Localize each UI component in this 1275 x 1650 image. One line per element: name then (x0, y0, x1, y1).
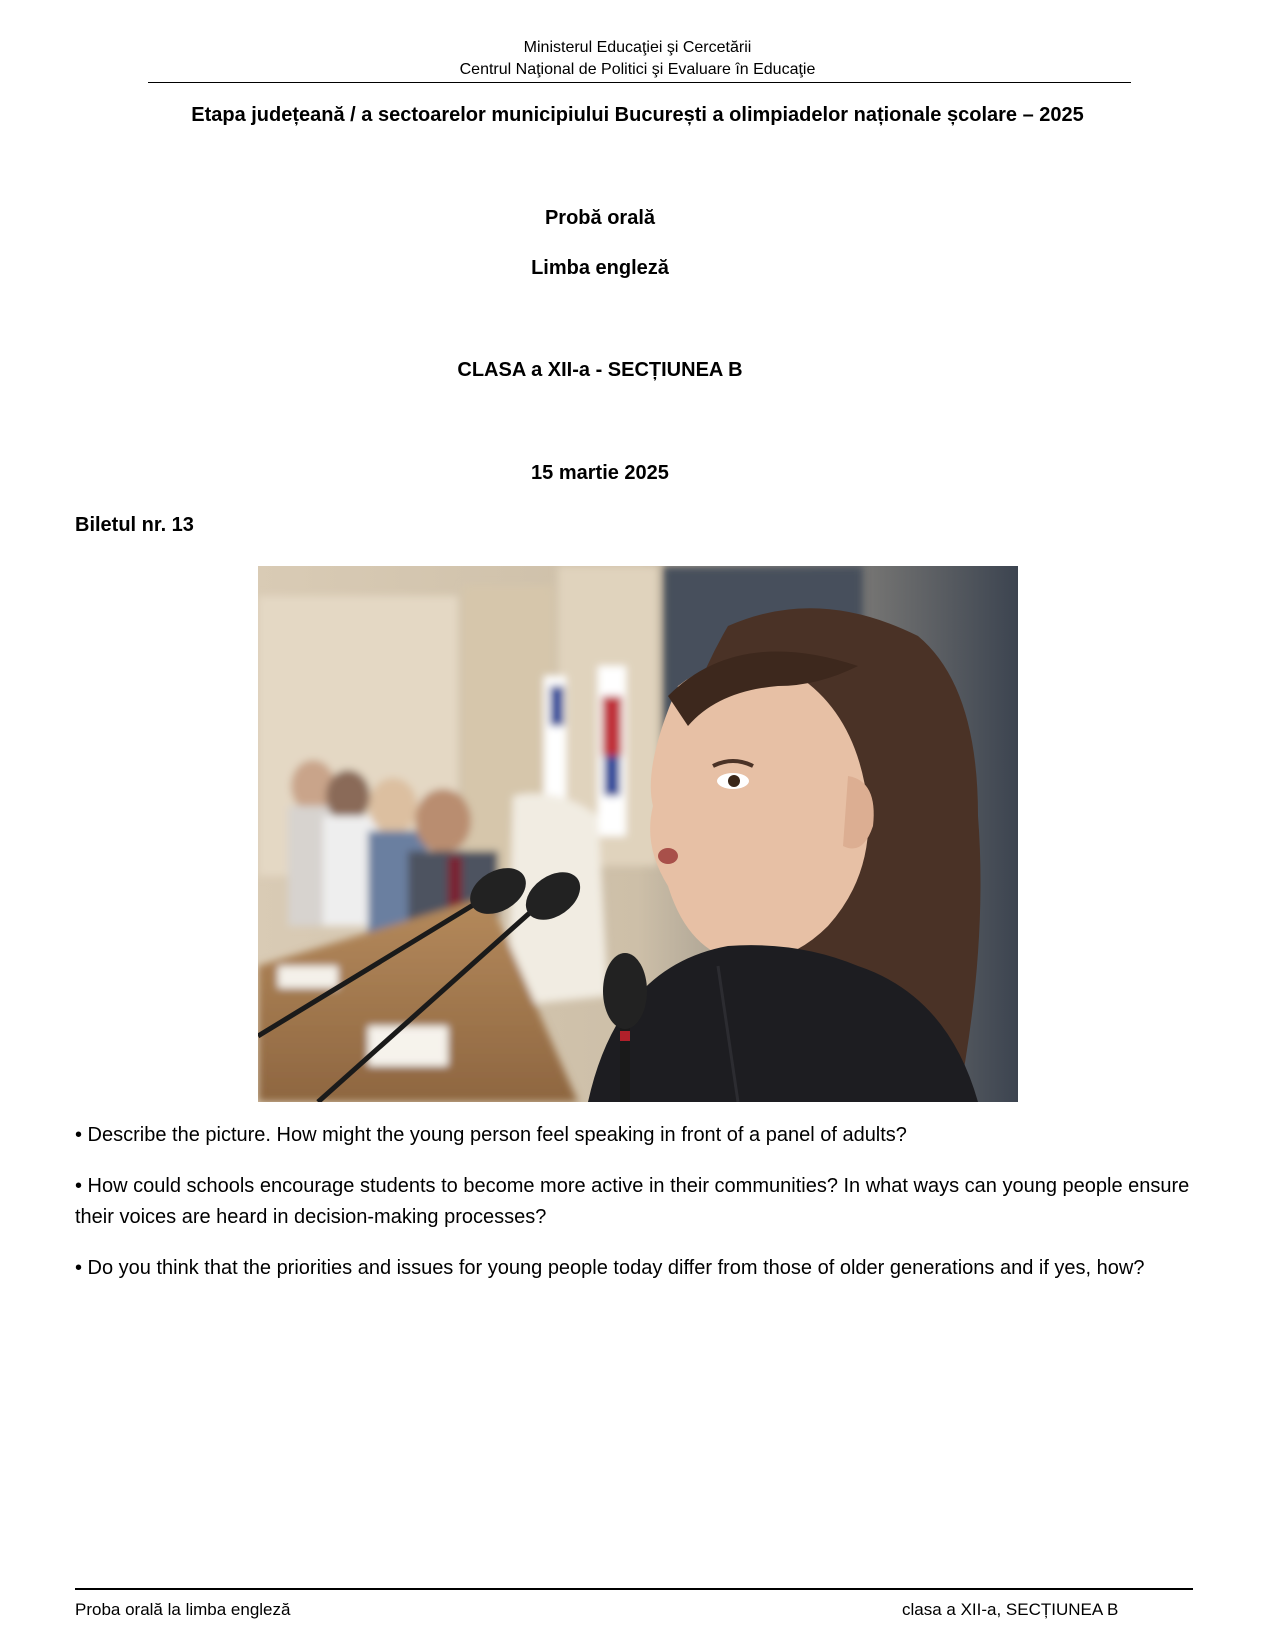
footer-right: clasa a XII-a, SECȚIUNEA B (902, 1600, 1119, 1619)
question-1: • Describe the picture. How might the young person feel speaking in front of a panel of adults? (75, 1124, 907, 1146)
question-2: • How could schools encourage students to become more active in their communities? In what ways can young people ensure their voices are heard in decision-making processes? (75, 1175, 1190, 1228)
center-header: Centrul Naţional de Politici şi Evaluare în Educaţie (459, 61, 816, 78)
header-rule (148, 82, 1131, 83)
subject: Limba engleză (531, 257, 669, 279)
photo-girl-speaking-at-microphone (258, 566, 1018, 1102)
footer-rule (75, 1588, 1193, 1590)
exam-date: 15 martie 2025 (531, 462, 669, 484)
page-title: Etapa județeană / a sectoarelor municipiului București a olimpiadelor naționale școlare – 2025 (191, 104, 1084, 126)
ministry-header: Ministerul Educaţiei şi Cercetării (523, 39, 752, 56)
question-3: • Do you think that the priorities and issues for young people today differ from those of older generations and if yes, how? (75, 1257, 1145, 1279)
footer-left: Proba orală la limba engleză (75, 1600, 291, 1619)
class-section: CLASA a XII-a - SECȚIUNEA B (457, 359, 743, 381)
questions-list (75, 1120, 1205, 1304)
ticket-number: Biletul nr. 13 (75, 514, 194, 536)
exam-type: Probă orală (544, 207, 656, 229)
